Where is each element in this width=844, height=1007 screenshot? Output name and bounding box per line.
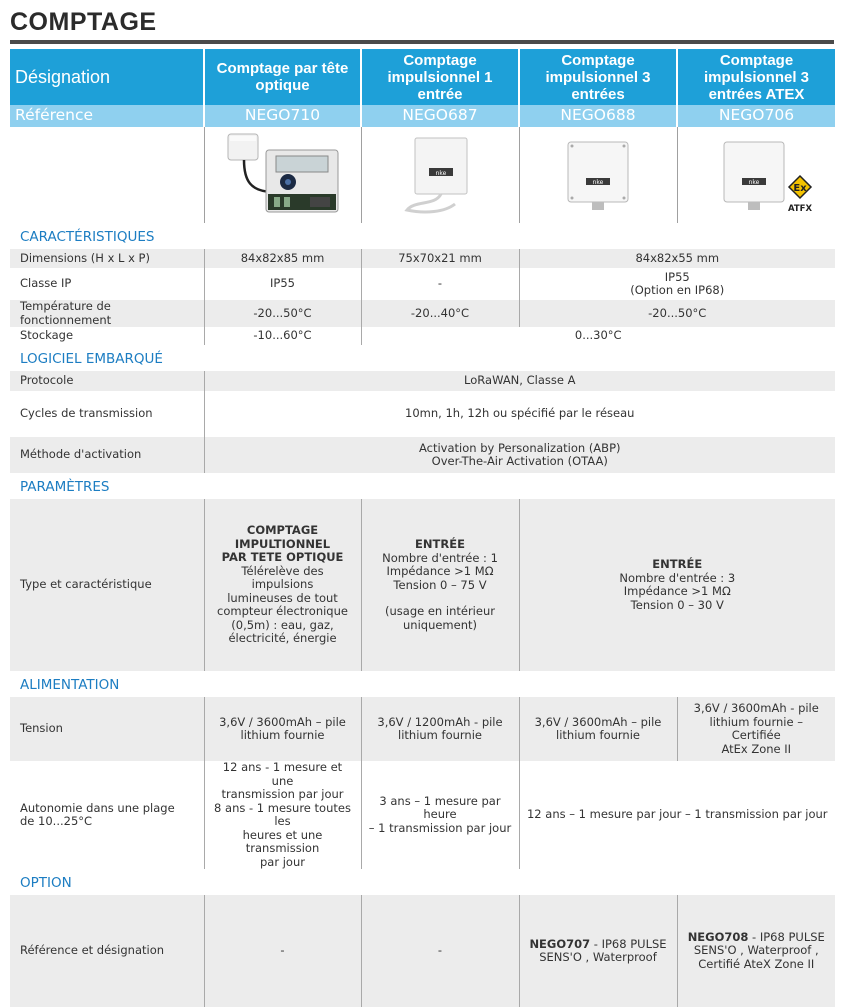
type-1-line-3: compteur électronique <box>217 604 348 619</box>
autonomy-1-line-3: 8 ans - 1 mesure toutes les <box>214 800 351 828</box>
product-image-1 <box>204 127 361 223</box>
voltage-2-line-2: lithium fournie <box>398 728 482 742</box>
dimensions-value-34: 84x82x55 mm <box>519 249 835 268</box>
option-4-line-1 <box>684 931 830 945</box>
option-4-code: NEGO708 <box>687 929 749 944</box>
ip-value-34 <box>519 268 835 300</box>
voltage-3-line-2: lithium fournie <box>556 728 640 742</box>
reference-label: Référence <box>10 105 204 127</box>
temperature-value-1: -20...50°C <box>204 300 361 327</box>
voltage-1-line-1: 3,6V / 3600mAh – pile <box>219 714 346 729</box>
dimensions-label: Dimensions (H x L x P) <box>10 249 204 268</box>
option-4-text: - IP68 PULSE <box>748 929 825 944</box>
reference-code-4: NEGO706 <box>677 105 835 127</box>
spec-table <box>10 49 835 1007</box>
autonomy-2-line-1: 3 ans – 1 mesure par heure <box>379 793 501 822</box>
ip-value-2: - <box>361 268 519 300</box>
storage-value-234: 0...30°C <box>361 327 835 345</box>
protocol-value: LoRaWAN, Classe A <box>204 371 835 391</box>
header-row <box>10 49 835 105</box>
option-value-1: - <box>204 895 361 1007</box>
autonomy-2-line-2: – 1 transmission par jour <box>368 820 512 835</box>
voltage-1-line-2: lithium fournie <box>240 728 325 742</box>
cycles-label: Cycles de transmission <box>10 391 204 437</box>
type-34-title: ENTRÉE <box>652 557 703 571</box>
svg-text:nke: nke <box>592 179 604 187</box>
product-image-4 <box>677 127 835 223</box>
row-autonomy <box>10 761 835 869</box>
autonomy-label-line-2: de 10...25°C <box>20 814 93 828</box>
reference-code-1: NEGO710 <box>204 105 361 127</box>
row-type <box>10 499 835 671</box>
product-image-3 <box>519 127 677 223</box>
cycles-value: 10mn, 1h, 12h ou spécifié par le réseau <box>204 391 835 437</box>
temperature-label: Température de fonctionnement <box>10 300 204 327</box>
optical-reader-image <box>218 130 348 216</box>
type-1-line-5: électricité, énergie <box>228 631 337 646</box>
option-value-2: - <box>361 895 519 1007</box>
autonomy-value-1 <box>204 761 361 869</box>
option-label: Référence et désignation <box>10 895 204 1007</box>
storage-value-1: -10...60°C <box>204 327 361 345</box>
section-characteristics: CARACTÉRISTIQUES <box>10 223 835 249</box>
type-2-line-5: uniquement) <box>403 617 477 632</box>
svg-text:Ex: Ex <box>793 183 807 195</box>
type-1-line-1: Télérelève des impulsions <box>241 563 324 592</box>
autonomy-1-line-1: 12 ans - 1 mesure et une <box>222 760 343 788</box>
dimensions-value-1: 84x82x85 mm <box>204 249 361 268</box>
row-temperature <box>10 300 835 327</box>
autonomy-value-34: 12 ans – 1 mesure par jour – 1 transmission par jour <box>519 761 835 869</box>
reference-row <box>10 105 835 127</box>
atex-sensor-image <box>696 130 816 216</box>
designation-label: Désignation <box>10 49 204 105</box>
image-row <box>10 127 835 223</box>
option-3-line-1 <box>526 938 671 952</box>
type-2-title: ENTRÉE <box>415 537 465 551</box>
autonomy-1-line-2: transmission par jour <box>221 787 344 801</box>
type-2-line-3: Tension 0 – 75 V <box>393 577 487 592</box>
temperature-value-34: -20...50°C <box>519 300 835 327</box>
option-4-line-2: SENS'O , Waterproof , <box>693 943 819 958</box>
type-2-line-2: Impédance >1 MΩ <box>386 564 494 578</box>
single-input-sensor-image <box>395 130 485 216</box>
svg-text:nke: nke <box>435 170 447 178</box>
section-power: ALIMENTATION <box>10 671 835 697</box>
title-underline <box>10 40 834 44</box>
row-option <box>10 895 835 1007</box>
type-34-line-3: Tension 0 – 30 V <box>630 597 724 612</box>
product-image-2 <box>361 127 519 223</box>
autonomy-label-line-1: Autonomie dans une plage <box>20 800 175 815</box>
type-value-2 <box>361 499 519 671</box>
ip-value-34-line1: IP55 <box>664 269 690 284</box>
reference-code-3: NEGO688 <box>519 105 677 127</box>
type-1-title-3: PAR TETE OPTIQUE <box>221 550 344 565</box>
reference-code-2: NEGO687 <box>361 105 519 127</box>
ip-label: Classe IP <box>10 268 204 300</box>
product-name-2: Comptage impulsionnel 1 entrée <box>361 49 519 105</box>
row-storage <box>10 327 835 345</box>
type-1-line-4: (0,5m) : eau, gaz, <box>231 617 334 632</box>
activation-value <box>204 437 835 473</box>
option-3-code: NEGO707 <box>529 936 591 951</box>
product-name-1: Comptage par tête optique <box>204 49 361 105</box>
type-1-line-2: lumineuses de tout <box>227 590 338 605</box>
voltage-4-line-3: AtEx Zone II <box>721 741 792 756</box>
section-parameters: PARAMÈTRES <box>10 473 835 499</box>
page-title: COMPTAGE <box>10 8 157 36</box>
svg-text:ATFX: ATFX <box>788 204 813 215</box>
type-34-line-2: Impédance >1 MΩ <box>623 584 731 598</box>
temperature-value-2: -20...40°C <box>361 300 519 327</box>
activation-line-1: Activation by Personalization (ABP) <box>418 440 621 455</box>
type-label: Type et caractéristique <box>10 499 204 671</box>
protocol-label: Protocole <box>10 371 204 391</box>
row-dimensions <box>10 249 835 268</box>
voltage-value-2 <box>361 697 519 761</box>
row-protocol <box>10 371 835 391</box>
atex-icon <box>788 176 813 214</box>
option-4-line-3: Certifié AteX Zone II <box>698 956 815 971</box>
activation-line-2: Over-The-Air Activation (OTAA) <box>431 454 608 468</box>
autonomy-value-2 <box>361 761 519 869</box>
image-row-label <box>10 127 204 223</box>
option-value-3 <box>519 895 677 1007</box>
option-3-line-2: SENS'O , Waterproof <box>539 950 657 964</box>
ip-value-1: IP55 <box>204 268 361 300</box>
autonomy-1-line-4: heures et une transmission <box>242 827 323 855</box>
type-1-title-1: COMPTAGE <box>246 523 319 538</box>
voltage-4-line-2: lithium fournie – Certifiée <box>709 714 803 742</box>
activation-label: Méthode d'activation <box>10 437 204 473</box>
type-2-line-1: Nombre d'entrée : 1 <box>382 550 498 565</box>
section-software: LOGICIEL EMBARQUÉ <box>10 345 835 371</box>
type-2-line-4: (usage en intérieur <box>385 604 495 618</box>
section-option: OPTION <box>10 869 835 895</box>
dimensions-value-2: 75x70x21 mm <box>361 249 519 268</box>
voltage-value-4 <box>677 697 835 761</box>
three-input-sensor-image <box>558 130 638 216</box>
voltage-value-1 <box>204 697 361 761</box>
row-activation <box>10 437 835 473</box>
autonomy-label <box>10 761 204 869</box>
type-value-34 <box>519 499 835 671</box>
storage-label: Stockage <box>10 327 204 345</box>
type-1-title-2: IMPULTIONNEL <box>234 536 331 551</box>
option-value-4 <box>677 895 835 1007</box>
type-value-1 <box>204 499 361 671</box>
row-ip <box>10 268 835 300</box>
voltage-label: Tension <box>10 697 204 761</box>
autonomy-1-line-5: par jour <box>260 854 305 869</box>
option-3-text: - IP68 PULSE <box>590 936 667 951</box>
row-voltage <box>10 697 835 761</box>
product-name-3: Comptage impulsionnel 3 entrées <box>519 49 677 105</box>
row-cycles <box>10 391 835 437</box>
type-34-line-1: Nombre d'entrée : 3 <box>619 570 736 585</box>
voltage-4-line-1: 3,6V / 3600mAh - pile <box>693 701 819 715</box>
voltage-value-3 <box>519 697 677 761</box>
product-name-4: Comptage impulsionnel 3 entrées ATEX <box>677 49 835 105</box>
svg-text:nke: nke <box>748 179 760 187</box>
ip-value-34-line2: (Option en IP68) <box>630 283 725 297</box>
voltage-3-line-1: 3,6V / 3600mAh – pile <box>534 714 662 729</box>
voltage-2-line-1: 3,6V / 1200mAh - pile <box>377 714 503 729</box>
